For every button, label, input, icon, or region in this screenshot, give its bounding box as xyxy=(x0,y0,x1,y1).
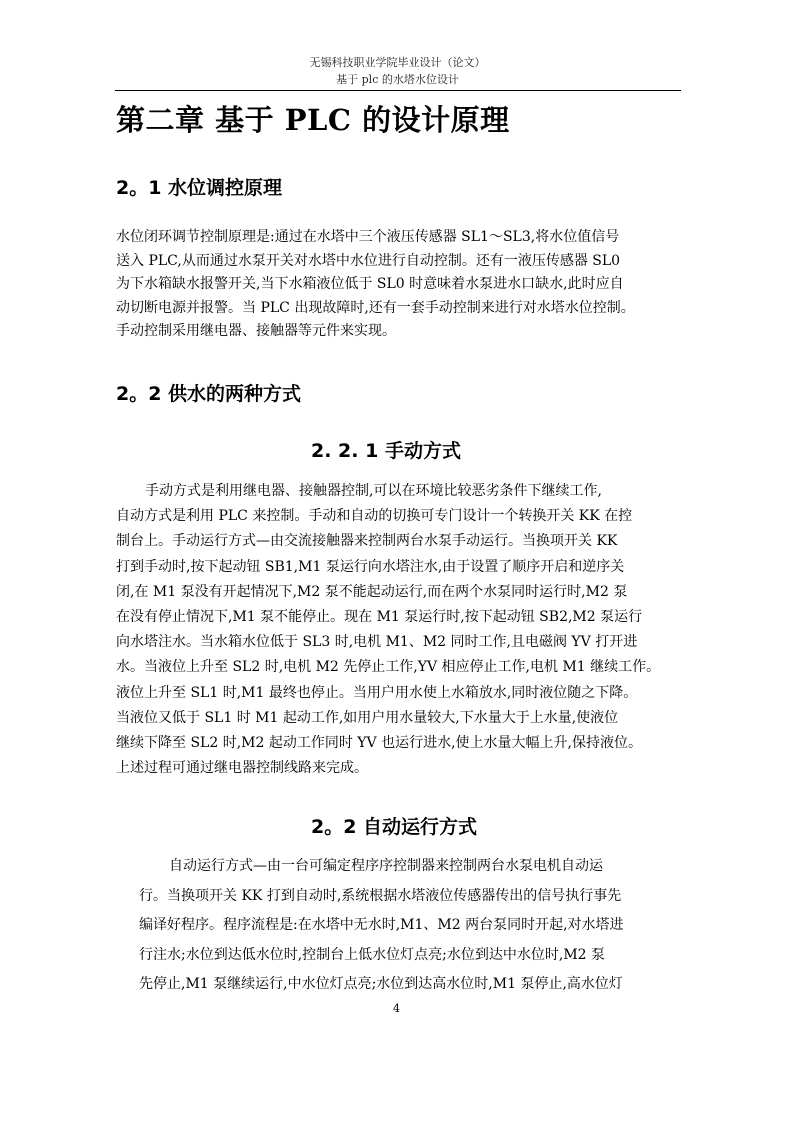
text-line: 手动方式是利用继电器、接触器控制,可以在环境比较恶劣条件下继续工作, xyxy=(145,483,602,499)
text-line: 上述过程可通过继电器控制线路来完成。 xyxy=(116,760,368,777)
text-line: 当液位又低于 SL1 时 M1 起动工作,如用户用水量较大,下水量大于上水量,使液位 xyxy=(116,709,619,726)
header-thesis-title: 基于 plc 的水塔水位设计 xyxy=(336,73,459,86)
paragraph-2-1 xyxy=(116,226,682,344)
header-school: 无锡科技职业学院毕业设计（论文） xyxy=(309,56,486,69)
text-line: 水。当液位上升至 SL2 时,电机 M2 先停止工作,YV 相应停止工作,电机 M1 继续工作。 xyxy=(116,659,661,676)
text-line: 水位闭环调节控制原理是:通过在水塔中三个液压传感器 SL1～SL3,将水位值信号 xyxy=(116,229,620,245)
text-line: 自动方式是利用 PLC 来控制。手动和自动的切换可专门设计一个转换开关 KK 在控 xyxy=(116,508,633,525)
subsection-heading-auto: 2。2 自动运行方式 xyxy=(311,816,478,838)
header-divider xyxy=(115,90,681,91)
section-heading-2-1: 2。1 水位调控原理 xyxy=(116,177,283,199)
paragraph-auto xyxy=(139,852,681,1000)
section-heading-2-2: 2。2 供水的两种方式 xyxy=(116,383,302,405)
chapter-title: 第二章 基于 PLC 的设计原理 xyxy=(116,103,510,137)
subsection-heading-manual: 2. 2. 1 手动方式 xyxy=(311,440,461,462)
text-line: 行。当换项开关 KK 打到自动时,系统根据水塔液位传感器传出的信号执行事先 xyxy=(139,887,622,904)
text-line: 行注水;水位到达低水位时,控制台上低水位灯点亮;水位到达中水位时,M2 泵 xyxy=(139,946,606,963)
text-line: 继续下降至 SL2 时,M2 起动工作同时 YV 也运行进水,使上水量大幅上升,保持液位。 xyxy=(116,735,642,752)
text-line: 闭,在 M1 泵没有开起情况下,M2 泵不能起动运行,而在两个水泵同时运行时,M2 泵 xyxy=(116,583,628,600)
text-line: 在没有停止情况下,M1 泵不能停止。现在 M1 泵运行时,按下起动钮 SB2,M2 泵运行 xyxy=(116,609,643,626)
text-line: 为下水箱缺水报警开关,当下水箱液位低于 SL0 时意味着水泵进水口缺水,此时应自 xyxy=(116,276,624,293)
text-line: 动切断电源并报警。当 PLC 出现故障时,还有一套手动控制来进行对水塔水位控制。 xyxy=(116,299,635,316)
text-line: 液位上升至 SL1 时,M1 最终也停止。当用户用水使上水箱放水,同时液位随之下降。 xyxy=(116,684,638,701)
text-line: 打到手动时,按下起动钮 SB1,M1 泵运行向水塔注水,由于设置了顺序开启和逆序关 xyxy=(116,558,625,575)
text-line: 制台上。手动运行方式—由交流接触器来控制两台水泵手动运行。当换项开关 KK xyxy=(116,533,618,550)
running-header xyxy=(115,54,680,88)
text-line: 编译好程序。程序流程是:在水塔中无水时,M1、M2 两台泵同时开起,对水塔进 xyxy=(139,917,624,934)
page-number: 4 xyxy=(393,1002,400,1015)
text-line: 自动运行方式—由一台可编定程序序控制器来控制两台水泵电机自动运 xyxy=(169,858,603,874)
text-line: 向水塔注水。当水箱水位低于 SL3 时,电机 M1、M2 同时工作,且电磁阀 YV 打开进 xyxy=(116,634,638,651)
paragraph-manual xyxy=(116,479,682,781)
text-line: 送入 PLC,从而通过水泵开关对水塔中水位进行自动控制。还有一液压传感器 SL0 xyxy=(116,252,621,269)
text-line: 手动控制采用继电器、接触器等元件来实现。 xyxy=(116,323,396,340)
text-line: 先停止,M1 泵继续运行,中水位灯点亮;水位到达高水位时,M1 泵停止,高水位灯 xyxy=(139,976,623,993)
